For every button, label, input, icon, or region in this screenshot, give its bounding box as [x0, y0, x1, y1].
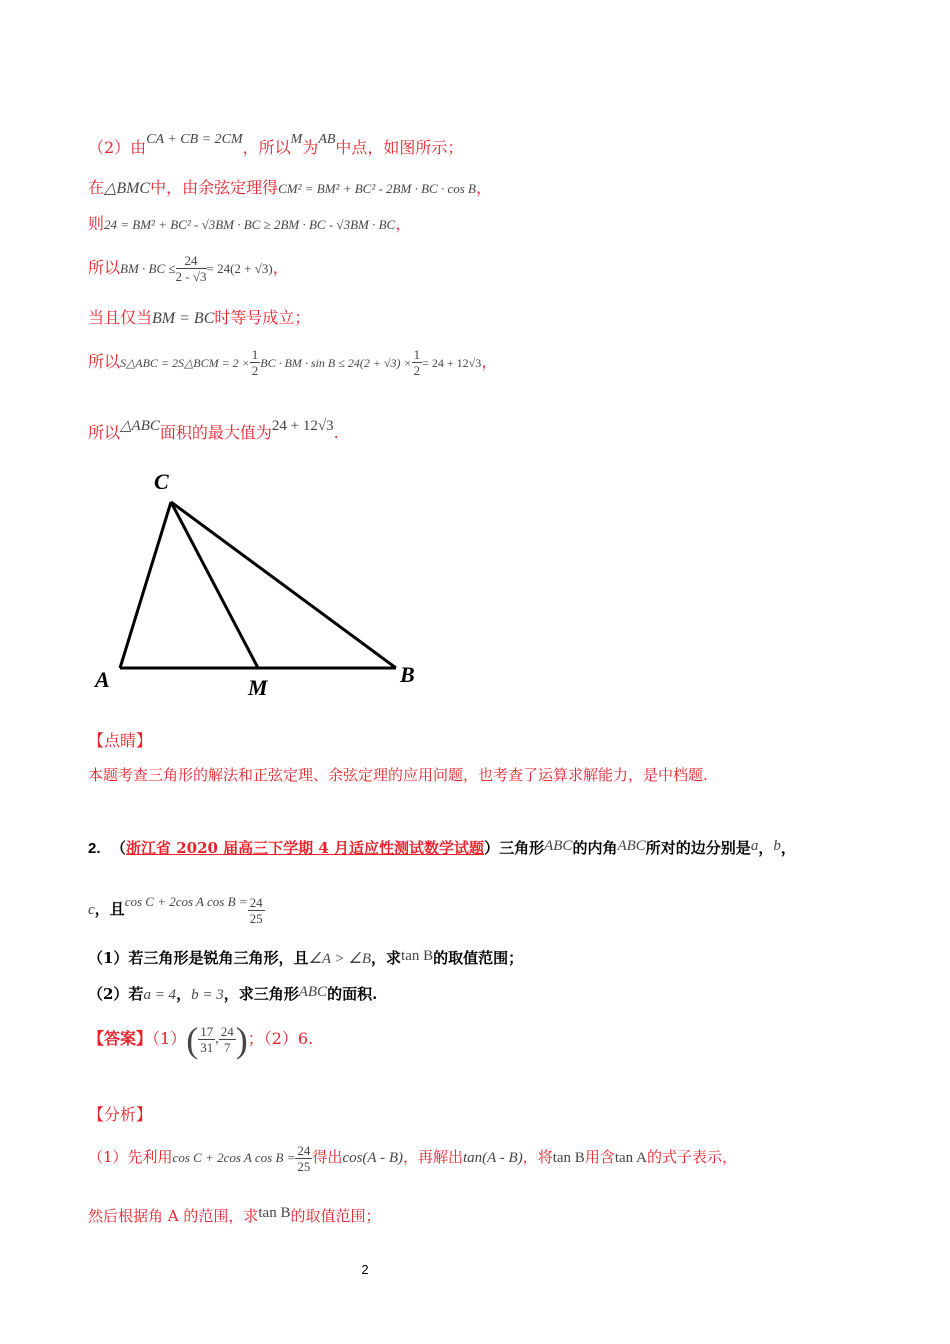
- eq-b-3: b = 3: [191, 987, 224, 1003]
- eq-ca-cb: CA + CB = 2CM: [146, 132, 243, 147]
- text: ，求三角形: [223, 985, 299, 1003]
- text: ，求: [371, 949, 402, 967]
- then-line: [88, 214, 411, 235]
- text: 所以: [88, 423, 121, 442]
- text: 时等号成立；: [214, 308, 311, 327]
- edge-cm: [171, 502, 258, 668]
- problem2-line1: [88, 836, 796, 859]
- paren-close: ): [235, 1019, 248, 1060]
- text: 三角形: [499, 839, 545, 857]
- text: 在: [88, 178, 105, 197]
- tri-bmc: △BMC: [104, 180, 151, 197]
- var-a: a: [750, 838, 759, 854]
- comma: ,: [215, 1031, 219, 1047]
- text: （1）: [152, 1029, 187, 1048]
- text: （1）先利用: [88, 1148, 173, 1166]
- eq-bm-bc: BM · BC ≤: [120, 261, 176, 276]
- text: 的取值范围；: [290, 1207, 381, 1225]
- tri-abc: △ABC: [120, 418, 160, 434]
- var-abc: ABC: [298, 984, 328, 1000]
- fraction-num: 24: [176, 253, 207, 269]
- edge-cb: [171, 502, 396, 668]
- eq-a-4: a = 4: [143, 987, 177, 1003]
- text: .: [333, 423, 339, 442]
- var-abc: ABC: [544, 838, 573, 854]
- eq-inequality: 24 = BM² + BC² - √3BM · BC ≥ 2BM · BC - √3BM · BC: [104, 217, 396, 232]
- tan-b: tan B: [258, 1205, 291, 1221]
- tan-a: tan A: [614, 1150, 647, 1166]
- fraction-17-31: [198, 1024, 215, 1055]
- answer-line: [88, 1017, 313, 1062]
- fraction-half: [412, 347, 423, 378]
- text: 然后根据角 A 的范围，求: [88, 1207, 259, 1225]
- fraction-num: 24: [220, 1024, 234, 1039]
- page-number: 2: [361, 1262, 369, 1277]
- dianjing-text: 本题考查三角形的解法和正弦定理、余弦定理的应用问题，也考查了运算求解能力，是中档题.: [88, 766, 708, 784]
- question-2: [88, 982, 377, 1005]
- text: 为: [302, 138, 319, 157]
- analysis-line2: [88, 1203, 380, 1226]
- text: 的面积.: [327, 985, 378, 1003]
- max-value: 24 + 12√3: [271, 418, 334, 434]
- problem-source-link[interactable]: 浙江省 2020 届高三下学期 4 月适应性测试数学试题: [125, 839, 485, 857]
- text: ，: [176, 985, 192, 1003]
- tan-b: tan B: [552, 1150, 585, 1166]
- edge-ca: [120, 502, 171, 668]
- tan-b: tan B: [401, 948, 434, 964]
- cos-a-b: cos(A - B): [342, 1150, 403, 1166]
- text: ，: [481, 352, 498, 371]
- fraction-den: 25: [249, 910, 263, 926]
- fraction-num: 24: [249, 894, 263, 910]
- fraction-den: 2: [413, 363, 421, 378]
- eq-cosine-rule: CM² = BM² + BC² - 2BM · BC · cos B: [278, 181, 476, 196]
- eq-condition: cos C + 2cos A cos B =: [124, 894, 248, 909]
- text: ，: [758, 839, 774, 857]
- label-m: M: [248, 675, 268, 700]
- text: ）: [484, 839, 500, 857]
- text: 的内角: [572, 839, 618, 857]
- fraction-den: 2: [251, 363, 259, 378]
- fraction-24-7: [219, 1024, 236, 1055]
- text: 所以: [88, 352, 121, 371]
- analysis-title: 【分析】: [88, 1105, 153, 1124]
- fraction-den: 2 - √3: [175, 269, 207, 284]
- fraction: [176, 253, 207, 284]
- var-abc: ABC: [617, 838, 646, 854]
- eq-angle: ∠A > ∠B: [308, 951, 372, 967]
- fraction-24-25: [248, 895, 265, 926]
- text: ，且: [94, 900, 125, 918]
- fraction-num: 17: [200, 1024, 214, 1039]
- text: （1）若三角形是锐角三角形，且: [88, 949, 309, 967]
- problem-number: 2.: [88, 840, 101, 857]
- text: 的取值范围；: [433, 949, 524, 967]
- text: 得出: [312, 1148, 343, 1166]
- question-1: [88, 946, 523, 969]
- var-ab: AB: [318, 132, 336, 147]
- text: ，: [475, 178, 492, 197]
- part2-label: （2）由: [88, 138, 147, 157]
- label-b: B: [400, 662, 415, 687]
- text: ；（2）6.: [247, 1029, 314, 1048]
- fraction-num: 24: [297, 1142, 311, 1158]
- fraction-half: [250, 347, 261, 378]
- eq-condition: cos C + 2cos A cos B =: [172, 1150, 296, 1165]
- eq-area-a: S△ABC = 2S△BCM = 2 ×: [120, 356, 250, 370]
- eq-area-c: = 24 + 12√3: [422, 356, 482, 370]
- so-line-1: [88, 248, 289, 289]
- text: ，: [780, 839, 796, 857]
- fraction-num: 1: [251, 347, 259, 362]
- cosine-line: [88, 178, 492, 199]
- text: 面积的最大值为: [159, 423, 272, 442]
- fraction-den: 31: [200, 1040, 214, 1055]
- text: ，再解出: [402, 1148, 463, 1166]
- dianjing-title: 【点睛】: [88, 731, 153, 750]
- eq-area-b: BC · BM · sin B ≤ 24(2 + √3) ×: [260, 356, 412, 370]
- text: 当且仅当: [88, 308, 153, 327]
- eq-rhs: = 24(2 + √3): [206, 261, 273, 276]
- text: 用含: [584, 1148, 615, 1166]
- equality-line: [88, 308, 310, 329]
- text: 所对的边分别是: [645, 839, 751, 857]
- fraction-num: 1: [413, 347, 421, 362]
- text: 的式子表示，: [646, 1148, 737, 1166]
- text: 所以: [88, 258, 121, 277]
- label-c: C: [154, 469, 169, 494]
- answer-title: 【答案】: [88, 1029, 153, 1048]
- text: ，将: [522, 1148, 553, 1166]
- tan-a-b: tan(A - B): [463, 1150, 523, 1166]
- max-line: [88, 416, 339, 443]
- paren-open: (: [186, 1019, 199, 1060]
- fraction-den: 25: [297, 1158, 311, 1174]
- text: ，: [272, 258, 289, 277]
- var-m: M: [290, 132, 303, 147]
- fraction-24-25: [295, 1143, 312, 1174]
- part2-line: [88, 130, 463, 158]
- label-a: A: [95, 667, 110, 692]
- area-line: [88, 342, 497, 383]
- text: ，: [395, 214, 412, 233]
- var-b: b: [773, 838, 781, 854]
- text: （2）若: [88, 985, 144, 1003]
- analysis-line1: [88, 1137, 737, 1178]
- text: ，所以: [242, 138, 291, 157]
- text: 则: [88, 214, 105, 233]
- text: 中，由余弦定理得: [150, 178, 279, 197]
- text: （: [110, 839, 126, 857]
- problem2-line2: [88, 882, 265, 930]
- var-c: c: [88, 902, 95, 918]
- triangle-figure: [88, 465, 438, 705]
- eq-bm-eq-bc: BM = BC: [152, 310, 215, 327]
- text: 中点，如图所示；: [335, 138, 464, 157]
- fraction-den: 7: [223, 1040, 231, 1055]
